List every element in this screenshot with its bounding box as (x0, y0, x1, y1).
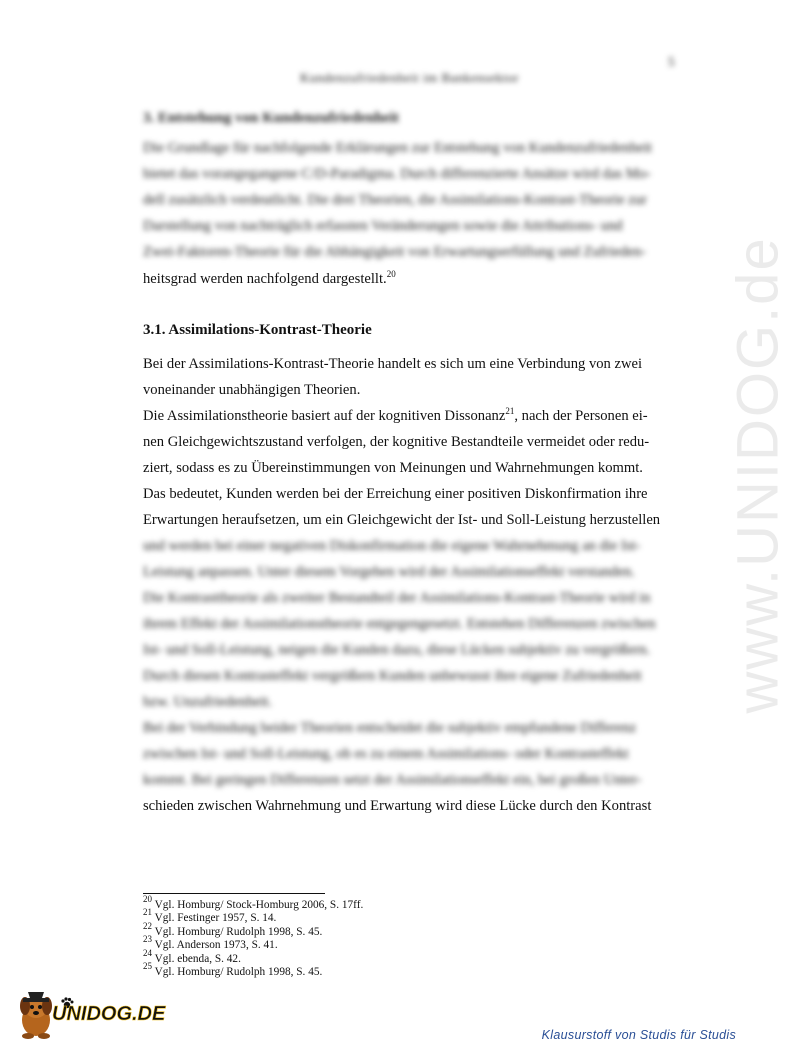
footnote-text: Vgl. Homburg/ Stock-Homburg 2006, S. 17ff. (154, 899, 364, 911)
body-text: , nach der Personen ei- (514, 408, 648, 424)
footnote-text: Vgl. ebenda, S. 42. (154, 952, 241, 965)
body-line: Das bedeutet, Kunden werden bei der Erreichung einer positiven Diskonfirmation ihre (143, 486, 648, 502)
footnote-ref: 20 (386, 269, 396, 279)
body-line (143, 408, 648, 425)
footnote-text: Vgl. Anderson 1973, S. 41. (154, 939, 278, 952)
body-line-blurred: Darstellung von nachträglich erfassten Veränderungen sowie die Attributions- und (143, 218, 623, 234)
body-line: ziert, sodass es zu Übereinstimmungen von Meinungen und Wahrnehmungen kommt. (143, 460, 643, 476)
tagline: Klausurstoff von Studis für Studis (541, 1028, 736, 1042)
body-line-blurred: bietet das vorangegangene C/D-Paradigma. Durch differenzierte Ansätze wird das Mo- (143, 166, 651, 182)
body-line-blurred: Zwei-Faktoren-Theorie für die Abhängigkeit von Erwartungserfüllung und Zufrieden- (143, 244, 646, 260)
section-heading: 3. Entstehung von Kundenzufriedenheit (143, 110, 399, 126)
body-line: voneinander unabhängigen Theorien. (143, 382, 361, 398)
body-text: heitsgrad werden nachfolgend dargestellt. (143, 271, 387, 287)
body-line-blurred: Ist- und Soll-Leistung, neigen die Kunden dazu, diese Lücken subjektiv zu vergrößern. (143, 642, 651, 658)
footnote-text: Vgl. Festinger 1957, S. 14. (154, 912, 277, 925)
footnote-ref: 21 (505, 406, 515, 416)
body-line: Erwartungen heraufsetzen, um ein Gleichgewicht der Ist- und Soll-Leistung herzustellen (143, 512, 661, 528)
body-line: Bei der Assimilations-Kontrast-Theorie handelt es sich um eine Verbindung von zwei (143, 356, 643, 372)
body-text: Die Assimilationstheorie basiert auf der kognitiven Dissonanz (143, 408, 506, 424)
body-line (143, 271, 396, 288)
subsection-heading: 3.1. Assimilations-Kontrast-Theorie (143, 322, 372, 338)
footnote-number: 22 (143, 920, 152, 931)
footnote-text: Vgl. Homburg/ Rudolph 1998, S. 45. (154, 925, 323, 938)
footnote-number: 23 (143, 934, 152, 945)
body-line-blurred: dell zusätzlich verdeutlicht. Die drei Theorien, die Assimilations-Kontrast-Theorie zur (143, 192, 647, 208)
footnote-number: 20 (143, 894, 152, 904)
footnote-number: 25 (143, 961, 152, 972)
body-line-blurred: kommt. Bei geringen Differenzen setzt der Assimilationseffekt ein, bei großen Unter- (143, 772, 642, 788)
footnote-list (143, 894, 364, 979)
logo-text: UNIDOG.DE (52, 1003, 166, 1025)
body-line-blurred: Die Kontrasttheorie als zweiter Bestandteil der Assimilations-Kontrast-Theorie wird in (143, 590, 651, 606)
footnote-number: 21 (143, 907, 152, 918)
body-line-blurred: Die Grundlage für nachfolgende Erklärungen zur Entstehung von Kundenzufriedenheit (143, 140, 652, 156)
body-line-blurred: ihrem Effekt der Assimilationstheorie entgegengesetzt. Entstehen Differenzen zwischen (143, 616, 656, 632)
body-line: schieden zwischen Wahrnehmung und Erwartung wird diese Lücke durch den Kontrast (143, 798, 652, 814)
body-line-blurred: zwischen Ist- und Soll-Leistung, ob es zu einem Assimilations- oder Kontrasteffekt (143, 746, 629, 762)
body-line-blurred: Durch diesen Kontrasteffekt vergrößern Kunden unbewusst ihre eigene Zufriedenheit (143, 668, 642, 684)
body-line: nen Gleichgewichtszustand verfolgen, der kognitive Bestandteile vermeidet oder redu- (143, 434, 650, 450)
footnote (143, 907, 363, 925)
footnote (143, 947, 363, 966)
body-line-blurred: Leistung anpassen. Unter diesem Vorgehen wird der Assimilationseffekt verstanden. (143, 564, 635, 580)
body-line-blurred: und werden bei einer negativen Diskonfirmation die eigene Wahrnehmung an die Ist- (143, 538, 641, 554)
footnote (143, 934, 363, 952)
watermark: www.UNIDOG.de (725, 236, 791, 714)
footnote-number: 24 (143, 947, 152, 958)
body-line-blurred: Bei der Verbindung beider Theorien entscheidet die subjektiv empfundene Differenz (143, 720, 637, 736)
footnote-rule (143, 893, 325, 894)
page-number: 5 (668, 54, 675, 69)
footnote (143, 920, 363, 939)
running-head: Kundenzufriedenheit im Bankensektor (300, 70, 519, 85)
footnote (143, 894, 364, 912)
footnote (143, 961, 363, 979)
body-line-blurred: bzw. Unzufriedenheit. (143, 694, 273, 710)
footnote-text: Vgl. Homburg/ Rudolph 1998, S. 45. (154, 966, 323, 979)
